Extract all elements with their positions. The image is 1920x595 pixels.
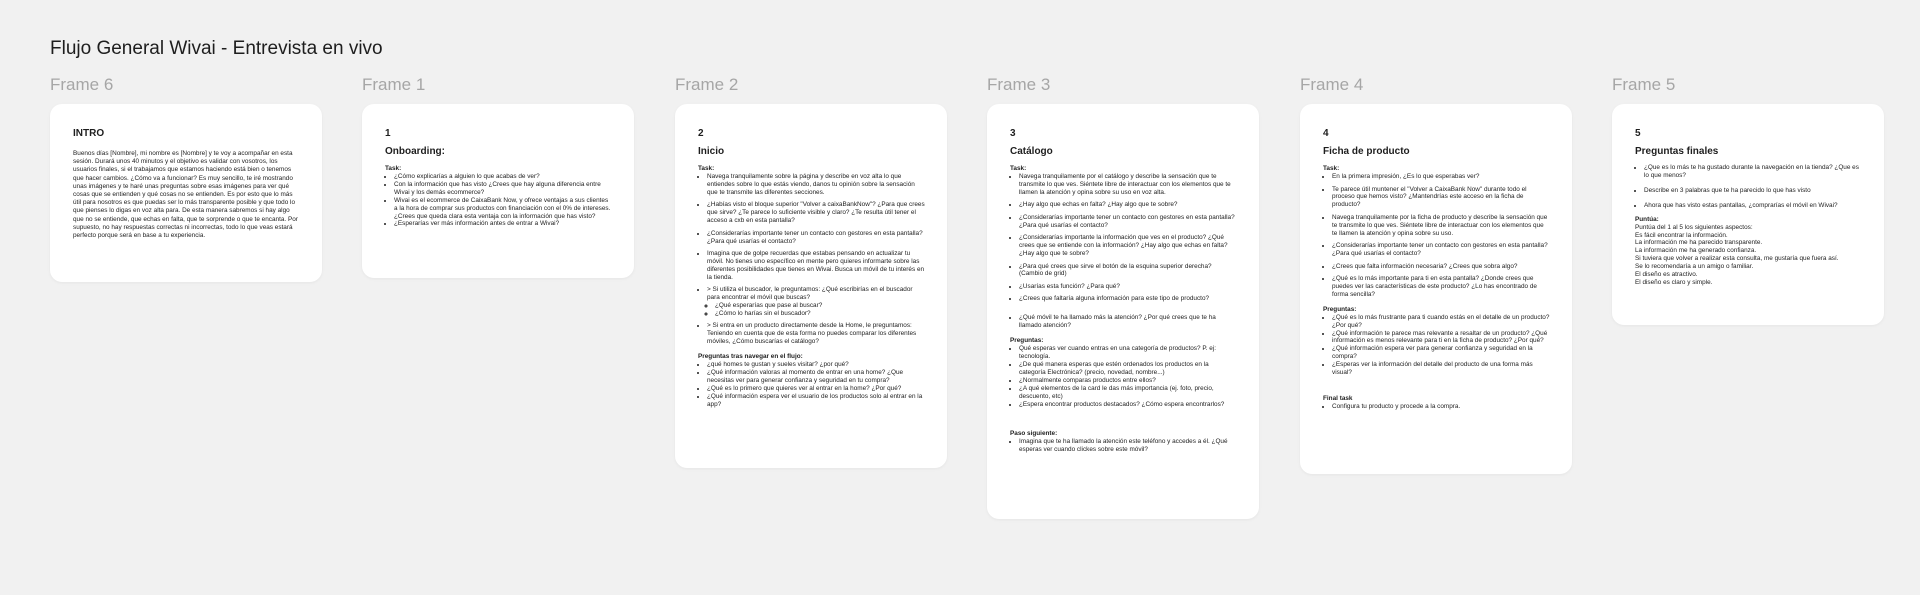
list-item: • ¿Normalmente comparas productos entre ellos? xyxy=(1019,377,1237,385)
list-item: • ¿Considerarías importante la información que ves en el producto? ¿Qué crees que se entiende con la información? ¿Hay algo que echas en falta? ¿Hay algo que te sobre? xyxy=(1019,234,1237,258)
task-label: Task: xyxy=(1323,165,1340,172)
list-item: • ¿Qué información espera ver el usuario de los productos solo al entrar en la app? xyxy=(707,393,925,409)
score-label: Puntúa: xyxy=(1635,215,1659,223)
list-item xyxy=(707,286,925,318)
list-item: • Navega tranquilamente por la ficha de producto y describe la sensación que te transmite lo que ves. Siéntete libre de interactuar con los elementos que te llamen la atención y opina sobre su uso. xyxy=(1332,214,1550,238)
intro-heading: INTRO xyxy=(73,128,105,139)
list-item: • ¿Crees que faltaría alguna información para este tipo de producto? xyxy=(1019,295,1237,303)
frame-label-6[interactable]: Frame 6 xyxy=(50,75,114,94)
list-item: • ¿Esperarías ver más información antes de entrar a Wivai? xyxy=(394,220,612,228)
list-item: • ¿Hay algo que echas en falta? ¿Hay algo que te sobre? xyxy=(1019,201,1237,209)
frame-card-catalogo[interactable] xyxy=(987,104,1259,519)
list-item: • ¿De qué manera esperas que estén ordenados los productos en la categoría Electrónica? (precio, novedad, nombre...) xyxy=(1019,361,1237,377)
frame-card-preguntas-finales[interactable] xyxy=(1612,104,1884,325)
questions-label: Preguntas: xyxy=(1323,305,1357,313)
list-item: • ¿Para qué crees que sirve el botón de la esquina superior derecha? (Cambio de grid) xyxy=(1019,263,1237,279)
intro-text: Buenos días [Nombre], mi nombre es [Nombre] y te voy a acompañar en esta sesión. Durará unos 40 minutos y el objetivo es validar con vosotros, los usuarios finales, si el trabajamos que estamos haciendo está bien o tenemos que hacer cambios. ¿Cómo va a funcionar? Es muy sencillo, te iré mostrando unas imágenes y te haré unas preguntas sobre esas imágenes para ver qué cosas que se entienden y qué cosas no se entienden. Es por esto que lo más útil para nosotros es que puedas ser lo más transparente posible y que todo lo que pienses lo digas en voz alta para. De esta manera sabremos si hay algo que no se entiende, que echas en falta, que te sorprende o que te encanta. Por supuesto, no hay respuestas correctas ni incorrectas, todo lo que veas estará perfecto porque será en base a tu experiencia. xyxy=(73,150,298,240)
task-list xyxy=(1323,173,1550,299)
questions-label: Preguntas tras navegar en el flujo: xyxy=(698,353,803,361)
task-label: Task: xyxy=(698,165,715,172)
frame-number: 2 xyxy=(698,128,704,139)
list-item: • Navega tranquilamente sobre la página y describe en voz alta lo que entiendes sobre lo que estás viendo, danos tu opinión sobre la sensación que te transmite las diferentes secciones. xyxy=(707,173,925,197)
list-item: • ¿Que es lo más te ha gustado durante la navegación en la tienda? ¿Que es lo que menos? xyxy=(1644,164,1862,180)
question-list xyxy=(1635,164,1862,210)
final-task-label: Final task xyxy=(1323,395,1353,402)
frame-card-intro[interactable] xyxy=(50,104,322,282)
list-item: • ¿Espera encontrar productos destacados? ¿Cómo espera encontrarlos? xyxy=(1019,401,1237,409)
frame-label-1[interactable]: Frame 1 xyxy=(362,75,426,94)
list-item: • ¿Considerarías importante tener un contacto con gestores en esta pantalla? ¿Para qué usarías el contacto? xyxy=(1019,214,1237,230)
frame-number: 4 xyxy=(1323,128,1329,139)
list-item: • ¿Qué información te parece mas relevante a resaltar de un producto? ¿Qué información es menos relevante para ti en la ficha de producto? ¿Por qué? xyxy=(1332,330,1550,346)
frame-card-onboarding[interactable] xyxy=(362,104,634,278)
task-label: Task: xyxy=(1010,165,1027,172)
list-item: • Te parece útil muntener el "Volver a CaixaBank Now" durante todo el proceso que hemos visto? ¿Mantendrías este acceso en la ficha de producto? xyxy=(1332,186,1550,210)
frame-label-5[interactable]: Frame 5 xyxy=(1612,75,1676,94)
frame-title: Catálogo xyxy=(1010,146,1053,157)
list-item: • ¿Qué información valoras al momento de entrar en una home? ¿Que necesitas ver para generar confianza y seguridad en tu compra? xyxy=(707,369,925,385)
list-item: • Describe en 3 palabras que te ha parecido lo que has visto xyxy=(1644,187,1862,195)
list-item: • Wivai es el ecommerce de CaixaBank Now, y ofrece ventajas a sus clientes a la hora de comprar sus productos con financiación con el 0% de intereses. ¿Crees que queda clara esta ventaja con la información que has visto? xyxy=(394,197,612,221)
sub-list xyxy=(707,302,925,318)
frame-title: Onboarding: xyxy=(385,146,445,157)
list-item: • Imagina que te ha llamado la atención este teléfono y accedes a él. ¿Qué esperas ver cuando clickes sobre este móvil? xyxy=(1019,438,1237,454)
frame-label-4[interactable]: Frame 4 xyxy=(1300,75,1364,94)
list-item: • ¿A qué elementos de la card le das más importancia (ej. foto, precio, descuento, etc) xyxy=(1019,385,1237,401)
frame-title: Inicio xyxy=(698,146,725,157)
list-item: • Configura tu producto y procede a la compra. xyxy=(1332,403,1550,411)
final-task-list xyxy=(1323,403,1550,411)
task-label: Task: xyxy=(385,165,402,172)
list-item: • ¿Habías visto el bloque superior "Volver a caixaBankNow"? ¿Para que crees que sirve? ¿Te parece lo suficiente visible y claro? ¿Te resulta útil tener el acceso a cxb en esta pantalla? xyxy=(707,201,925,225)
frame-label-2[interactable]: Frame 2 xyxy=(675,75,739,94)
list-item: • ¿Esperas ver la información del detalle del producto de una forma más visual? xyxy=(1332,361,1550,377)
task-list xyxy=(385,173,612,228)
list-item: • ¿Qué es lo más importante para ti en esta pantalla? ¿Donde crees que puedes ver las características de este producto? ¿Lo has encontrado de forma sencilla? xyxy=(1332,275,1550,299)
next-step-list xyxy=(1010,438,1237,454)
list-item: • Qué esperas ver cuando entras en una categoría de productos? P. ej: tecnología. xyxy=(1019,345,1237,361)
questions-list xyxy=(1010,345,1237,408)
task-list xyxy=(1010,173,1237,330)
questions-list xyxy=(698,361,925,408)
questions-label: Preguntas: xyxy=(1010,337,1044,345)
list-item: • En la primera impresión, ¿Es lo que esperabas ver? xyxy=(1332,173,1550,181)
page-title: Flujo General Wivai - Entrevista en vivo xyxy=(50,38,383,59)
task-list xyxy=(698,173,925,346)
list-item: • ¿Qué información espera ver para generar confianza y seguridad en la compra? xyxy=(1332,345,1550,361)
list-item: • ¿Qué es lo más frustrante para ti cuando estás en el detalle de un producto? ¿Por qué? xyxy=(1332,314,1550,330)
frame-title: Preguntas finales xyxy=(1635,146,1719,157)
list-item: • Ahora que has visto estas pantallas, ¿comprarías el móvil en Wivai? xyxy=(1644,202,1862,210)
list-item: • ¿Considerarías importante tener un contacto con gestores en esta pantalla? ¿Para qué usarías el contacto? xyxy=(707,230,925,246)
branch-search-text: > Si utiliza el buscador, le preguntamos: ¿Qué escribirías en el buscador para encontrar el móvil que buscas? xyxy=(707,286,913,302)
list-item: • Navega tranquilamente por el catálogo y describe la sensación que te transmite lo que ves. Siéntete libre de interactuar con los elementos que te llamen la atención y opina sobre su uso en voz alta. xyxy=(1019,173,1237,197)
frame-number: 1 xyxy=(385,128,391,139)
list-item: • ¿Qué es lo primero que quieres ver al entrar en la home? ¿Por qué? xyxy=(707,385,925,393)
frame-number: 3 xyxy=(1010,128,1016,139)
questions-list xyxy=(1323,314,1550,377)
list-item: ◦ ¿Cómo lo harías sin el buscador? xyxy=(715,310,925,318)
frame-card-ficha-producto[interactable] xyxy=(1300,104,1572,474)
list-item: • ¿Usarías esta función? ¿Para qué? xyxy=(1019,283,1237,291)
list-item: • ¿Crees que falta información necesaria? ¿Crees que sobra algo? xyxy=(1332,263,1550,271)
list-item: • ¿Cómo explicarías a alguien lo que acabas de ver? xyxy=(394,173,612,181)
list-item: • ¿Considerarías importante tener un contacto con gestores en esta pantalla? ¿Para qué usarías el contacto? xyxy=(1332,242,1550,258)
list-item: • > Si entra en un producto directamente desde la Home, le preguntamos: Teniendo en cuenta que de esta forma no puedes comparar los diferentes móviles, ¿Cómo buscarías el catálogo? xyxy=(707,322,925,346)
list-item: • ¿Qué móvil te ha llamado más la atención? ¿Por qué crees que te ha llamado atención? xyxy=(1019,314,1237,330)
next-step-label: Paso siguiente: xyxy=(1010,430,1058,438)
list-item: • Imagina que de golpe recuerdas que estabas pensando en actualizar tu móvil. No tienes uno específico en mente pero quieres informarte sobre las diferentes posibilidades que tienes en Wivai. Busca un móvil de tu interés en la tienda. xyxy=(707,250,925,282)
list-item: • Con la información que has visto ¿Crees que hay alguna diferencia entre Wivai y los demás ecommerce? xyxy=(394,181,612,197)
list-item: ◦ ¿Qué esperarías que pase al buscar? xyxy=(715,302,925,310)
list-item: • ¿qué homes te gustan y sueles visitar? ¿por qué? xyxy=(707,361,925,369)
frame-title: Ficha de producto xyxy=(1323,146,1410,157)
frame-label-3[interactable]: Frame 3 xyxy=(987,75,1051,94)
frame-card-inicio[interactable] xyxy=(675,104,947,468)
frame-number: 5 xyxy=(1635,128,1641,139)
score-aspects: Puntúa del 1 al 5 los siguientes aspectos: Es fácil encontrar la información. La información me ha parecido transparente. La información me ha generado confianza. Si tuviera que volver a realizar esta consulta, me gustaría que fuera así. Se lo recomendaría a un amigo o familiar. El diseño es atractivo. El diseño es claro y simple. xyxy=(1635,223,1839,286)
